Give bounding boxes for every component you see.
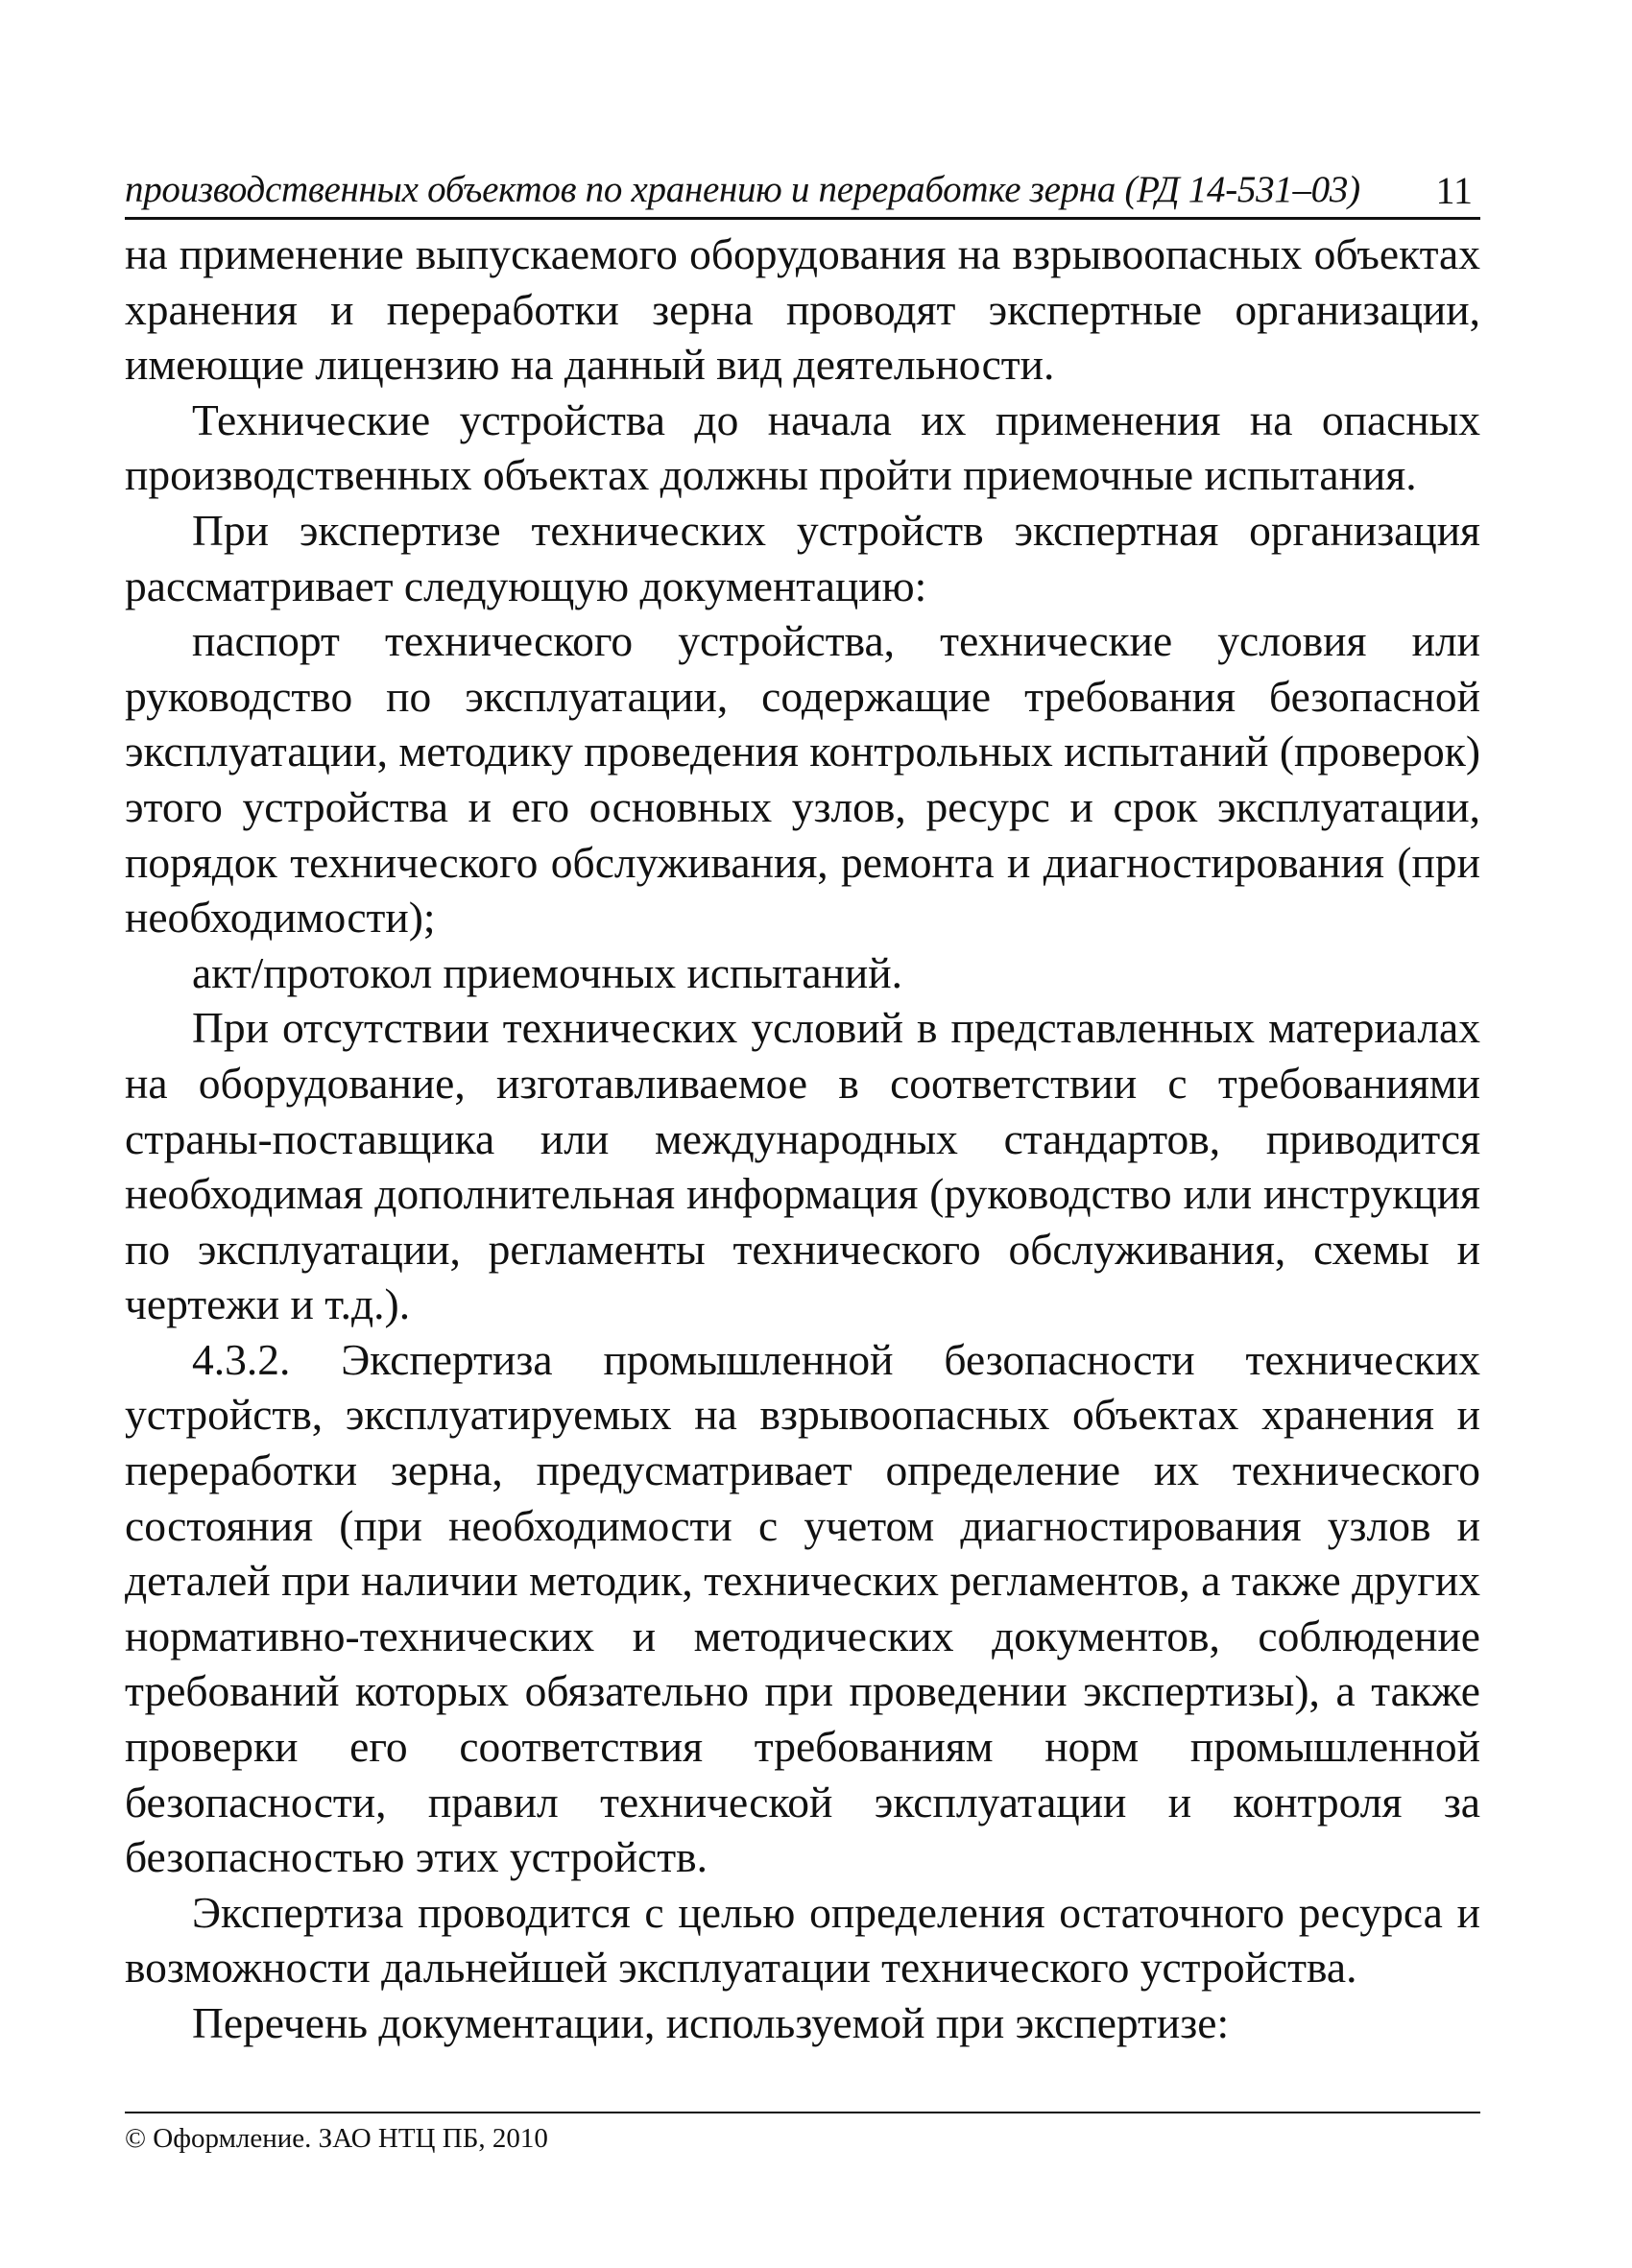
paragraph-missing-specs: При отсутствии технических условий в представленных материалах на оборудование, изготавливаемое в соответствии с требованиями страны-поставщика или международных стандартов, приводится необходимая дополнительная информация (руководство или инструкция по эксплуатации, регламенты технического обслуживания, схемы и чертежи и т.д.). (125, 1003, 1480, 1329)
running-header (125, 163, 1480, 220)
paragraph-documentation-list: Перечень документации, используемой при экспертизе: (192, 1998, 1230, 2047)
paragraph-expertise-purpose: Экспертиза проводится с целью определения остаточного ресурса и возможности дальнейшей эксплуатации технического устройства. (125, 1887, 1480, 1993)
paragraph-documentation-intro: При экспертизе технических устройств экспертная организация рассматривает следующую документацию: (125, 505, 1480, 610)
paragraph-section-4-3-2: 4.3.2. Экспертиза промышленной безопасности технических устройств, эксплуатируемых на взрывоопасных объектах хранения и переработки зерна, предусматривает определение их технического состояния (при необходимости с учетом диагностирования узлов и деталей при наличии методик, технических регламентов, а также других нормативно-технических и методических документов, соблюдение требований которых обязательно при проведении экспертизы), а также проверки его соответствия требованиям норм промышленной безопасности, правил технической эксплуатации и контроля за безопасностью этих устройств. (125, 1334, 1480, 1882)
footer-divider (125, 2112, 1480, 2113)
running-title: производственных объектов по хранению и переработке зерна (РД 14-531–03) (125, 169, 1360, 210)
copyright-note: © Оформление. ЗАО НТЦ ПБ, 2010 (125, 2123, 548, 2154)
page-number: 11 (1435, 169, 1473, 212)
list-item-act-protocol: акт/протокол приемочных испытаний. (192, 947, 902, 997)
body-text (125, 227, 1480, 2051)
paragraph-acceptance-tests: Технические устройства до начала их применения на опасных производственных объектах должны пройти приемочные испытания. (125, 394, 1480, 500)
paragraph-continuation: на применение выпускаемого оборудования на взрывоопасных объектах хранения и переработки зерна проводят экспертные организации, имеющие лицензию на данный вид деятельности. (125, 229, 1480, 390)
list-item-passport: паспорт технического устройства, технические условия или руководство по эксплуатации, содержащие требования безопасной эксплуатации, методику проведения контрольных испытаний (проверок) этого устройства и его основных узлов, ресурс и срок эксплуатации, порядок технического обслуживания, ремонта и диагностирования (при необходимости); (125, 616, 1480, 943)
